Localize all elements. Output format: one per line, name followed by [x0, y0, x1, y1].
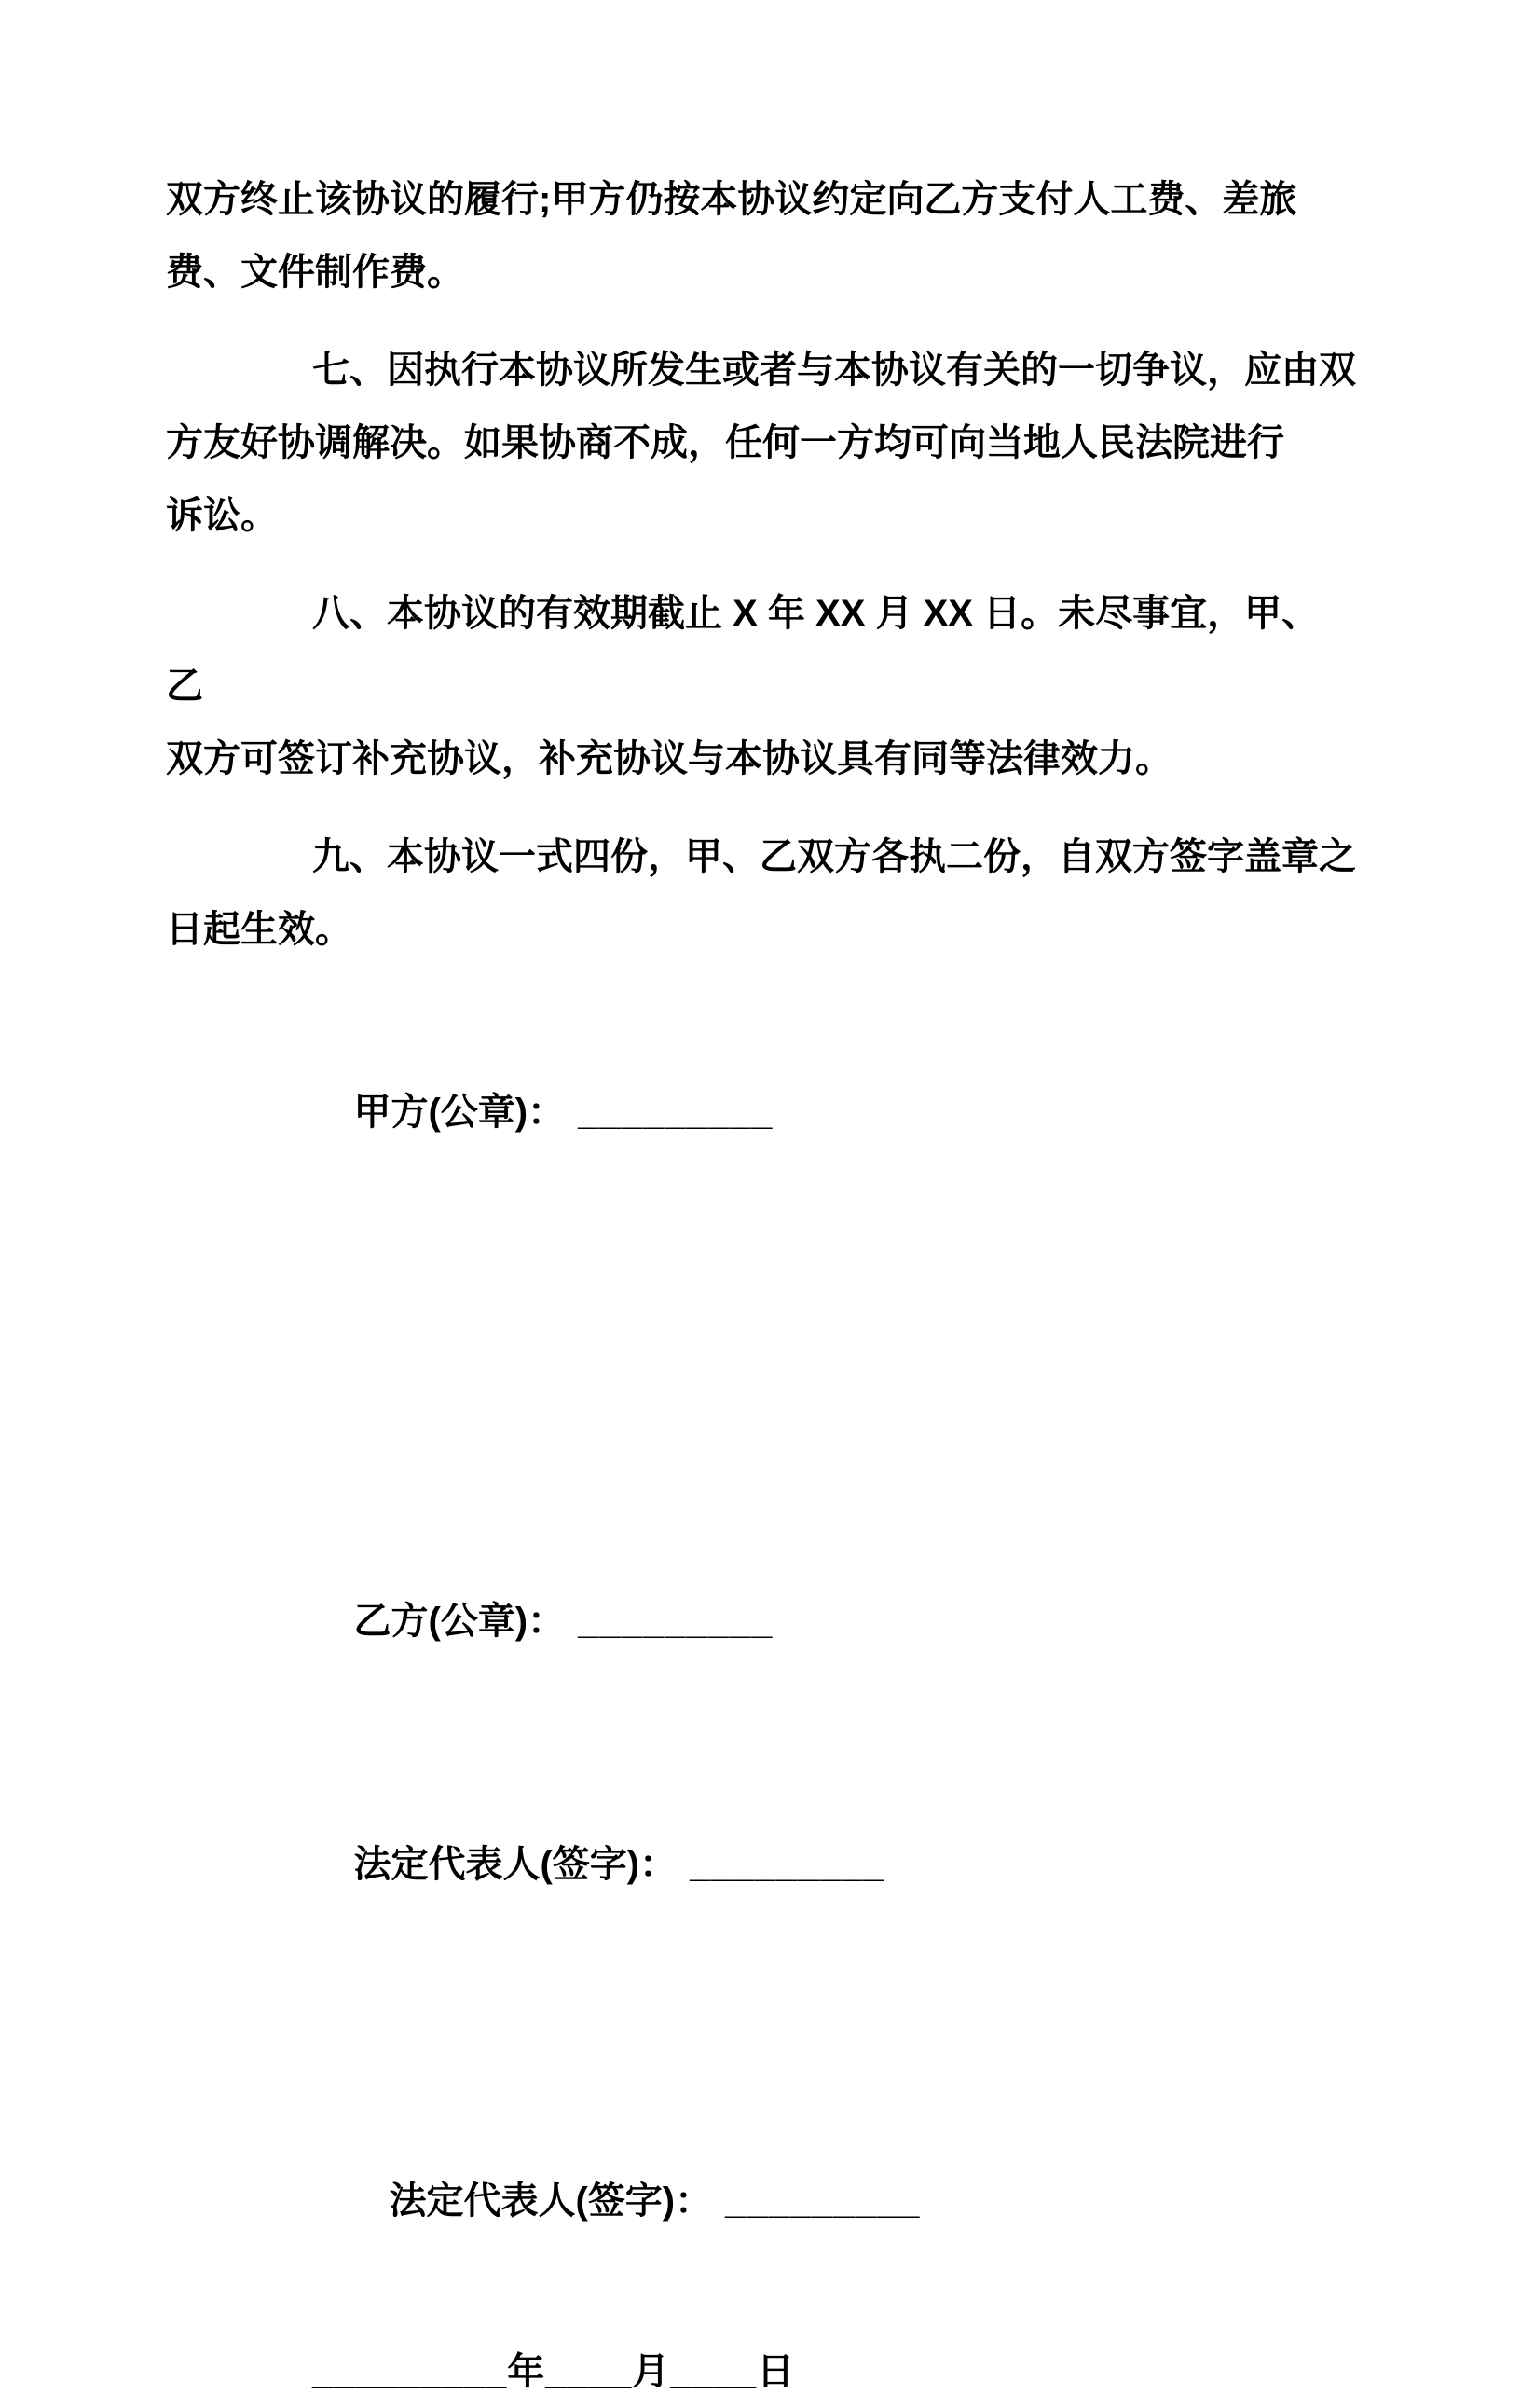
text-line: 七、因执行本协议所发生或者与本协议有关的一切争议，应由双 — [312, 350, 1356, 391]
party-b-seal-label: 乙方(公章)： — [353, 1601, 566, 1642]
text-line: 日起生效。 — [166, 909, 352, 950]
clause-seven — [166, 334, 1356, 552]
text-line: 九、本协议一式四份，甲、乙双方各执二份，自双方签字盖章之 — [312, 836, 1356, 877]
party-b-seal-line — [166, 1512, 1356, 1730]
clause-six-continuation — [166, 163, 1356, 309]
party-a-seal-label: 甲方(公章)： — [353, 1092, 566, 1133]
legal-representative-label: 法定代表人(签字)： — [389, 2181, 713, 2222]
clause-eight — [166, 577, 1356, 795]
legal-representative-line-2 — [166, 2092, 1356, 2310]
text-line: 双方可签订补充协议，补充协议与本协议具有同等法律效力。 — [166, 738, 1172, 779]
legal-representative-line-1 — [166, 1755, 1356, 1974]
text-line: 八、本协议的有效期截止 X 年 XX 月 XX 日。未尽事宜，甲、乙 — [166, 593, 1320, 707]
text-line: 费、文件制作费。 — [166, 252, 464, 293]
text-line: 双方终止该协议的履行;甲方仍按本协议约定向乙方支付人工费、差旅 — [166, 179, 1297, 220]
legal-representative-blank: _________ — [690, 1844, 885, 1885]
legal-representative-label: 法定代表人(签字)： — [353, 1844, 678, 1885]
text-line: 方友好协调解决。如果协商不成，任何一方均可向当地人民法院进行 — [166, 422, 1284, 463]
clause-nine — [166, 820, 1356, 966]
legal-representative-blank: _________ — [725, 2181, 921, 2222]
party-a-seal-line — [166, 1003, 1356, 1221]
date-line: _________年____月____日 — [312, 2351, 796, 2392]
party-b-seal-blank: _________ — [578, 1601, 774, 1642]
text-line: 诉讼。 — [166, 495, 278, 536]
party-a-seal-blank: _________ — [578, 1092, 774, 1133]
